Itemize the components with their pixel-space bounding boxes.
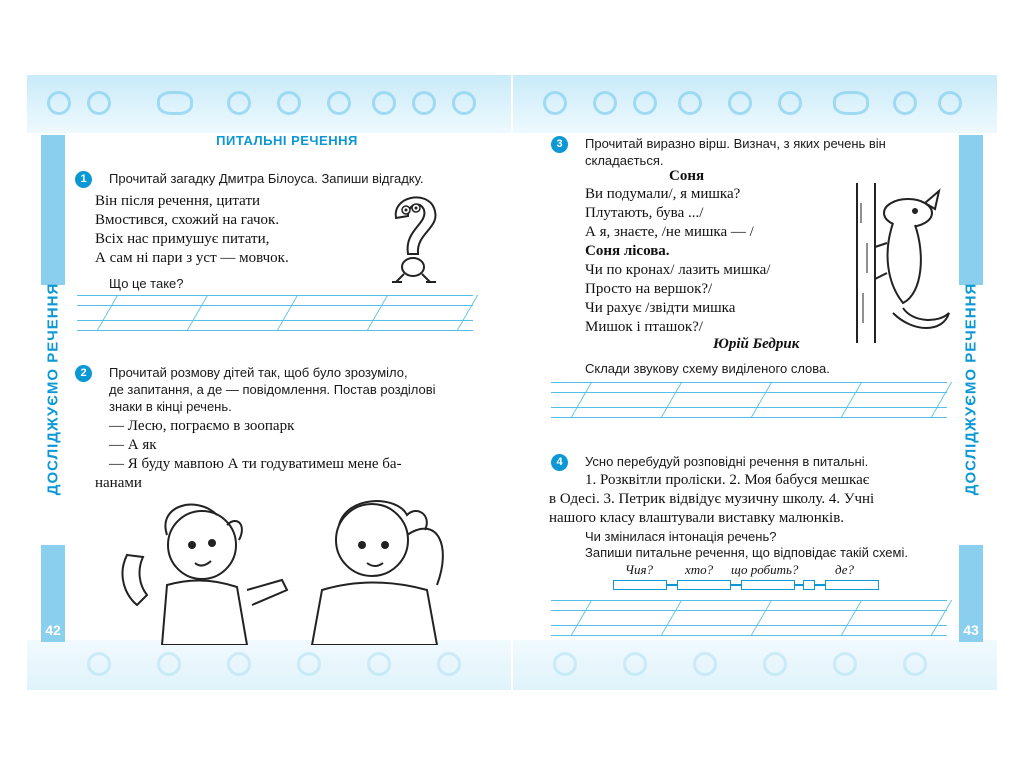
bottom-decor-band [513,640,997,690]
swirl-icon [327,91,351,115]
page-number: 42 [45,622,61,638]
scheme-box [803,580,815,590]
side-bar [959,135,983,642]
grass-icon [553,652,577,676]
sound-scheme-task: Склади звукову схему виділеного слова. [585,361,830,376]
question-mark-character-illustration [382,188,452,288]
right-page: ДОСЛІДЖУЄМО РЕЧЕННЯ 43 3 Прочитай виразно вірш. Визнач, з яких речень він складається. Соня Ви подумали/, я мишка? Плутають, бува .../ А я, знаєте, /не мишка — / Соня лісова. Чи по кронах/ лазить мишка/ Просто на вершок?/ Чи рахує /звідти мишка Мишок і пташок?/ Юрій Бедрик Склади звукову схему виділеного слова. 4 Усно перебудуй розповідні речення в питальні. 1. Розквітли проліски. 2. Моя бабуся мешкає в Одесі. 3. Петрик відвідує музичну школу. 4. Учні нашого класу влаштували виставку малюнків. Чи змінилася інтонація речень? Запиши питальне речення, що відповідає такій схемі. Чия? хто? що робить? де? [513,75,997,690]
scheme-box [741,580,795,590]
dialog-text: — Лесю, пограємо в зоопарк — А як — Я буду мавпою А ти годуватимеш мене ба- нанами [95,418,402,491]
swirl-icon [678,91,702,115]
sun-icon [227,91,251,115]
riddle-poem: Він після речення, цитати Вмостився, схожий на гачок. Всіх нас примушує питати, А сам ні пари з уст — мовчок. [95,193,289,266]
poem-author: Юрій Бедрик [713,336,800,352]
sun-icon [227,652,251,676]
poem-title: Соня [669,168,705,184]
children-illustration [107,495,487,645]
grass-icon [543,91,567,115]
scheme-task: Запиши питальне речення, що відповідає такій схемі. [585,545,908,560]
scheme-box [677,580,731,590]
question-text: Що це таке? [109,276,184,291]
flower-icon [593,91,617,115]
top-decor-band [27,75,511,133]
flower-icon [412,91,436,115]
task-number: 2 [75,365,92,382]
sentences-text: 1. Розквітли проліски. 2. Моя бабуся мешкає в Одесі. 3. Петрик відвідує музичну школу. 4. Учні нашого класу влаштували виставку малюнків. [549,472,875,526]
flower-icon [693,652,717,676]
writing-lines [551,600,947,636]
scheme-box [613,580,667,590]
sun-icon [778,91,802,115]
flower-icon [833,652,857,676]
grass-icon [437,652,461,676]
flower-icon [623,652,647,676]
leaf-icon [157,91,193,115]
page-number: 43 [963,622,979,638]
writing-lines [77,295,473,331]
task-instruction: Прочитай загадку Дмитра Білоуса. Запиши відгадку. [109,171,424,186]
side-title: ДОСЛІДЖУЄМО РЕЧЕННЯ [44,282,62,495]
poem-text: Ви подумали/, я мишка? Плутають, бува .../ А я, знаєте, /не мишка — / Соня лісова. Чи по кронах/ лазить мишка/ Просто на вершок?/ Чи рахує /звідти мишка Мишок і пташок?/ [585,186,771,335]
leaf-icon [833,91,869,115]
top-decor-band [513,75,997,133]
task-number: 3 [551,136,568,153]
flower-icon [87,652,111,676]
flower-icon [367,652,391,676]
flower-icon [903,652,927,676]
side-title: ДОСЛІДЖУЄМО РЕЧЕННЯ [962,282,980,495]
sun-icon [763,652,787,676]
bottom-decor-band [27,640,511,690]
flower-icon [728,91,752,115]
flower-icon [277,91,301,115]
grass-icon [452,91,476,115]
scheme-box [825,580,879,590]
left-page [27,75,511,690]
dormouse-on-tree-illustration [853,183,953,343]
flower-icon [633,91,657,115]
flower-icon [372,91,396,115]
flower-icon [47,91,71,115]
writing-lines [551,382,947,418]
question-intonation: Чи змінилася інтонація речень? [585,529,777,544]
flower-icon [938,91,962,115]
task-number: 4 [551,454,568,471]
flower-icon [297,652,321,676]
flower-icon [87,91,111,115]
side-bar [41,135,65,642]
task-instruction: Прочитай розмову дітей так, щоб було зрозуміло, де запитання, а де — повідомлення. Постав розділові знаки в кінці речень. [109,365,436,414]
task-number: 1 [75,171,92,188]
task-instruction: Прочитай виразно вірш. Визнач, з яких речень він складається. [585,136,886,168]
flower-icon [157,652,181,676]
flower-icon [893,91,917,115]
highlighted-word-line: Соня лісова. [585,243,670,259]
task-instruction: Усно перебудуй розповідні речення в питальні. [585,454,869,469]
page-heading: ПИТАЛЬНІ РЕЧЕННЯ [216,133,358,148]
